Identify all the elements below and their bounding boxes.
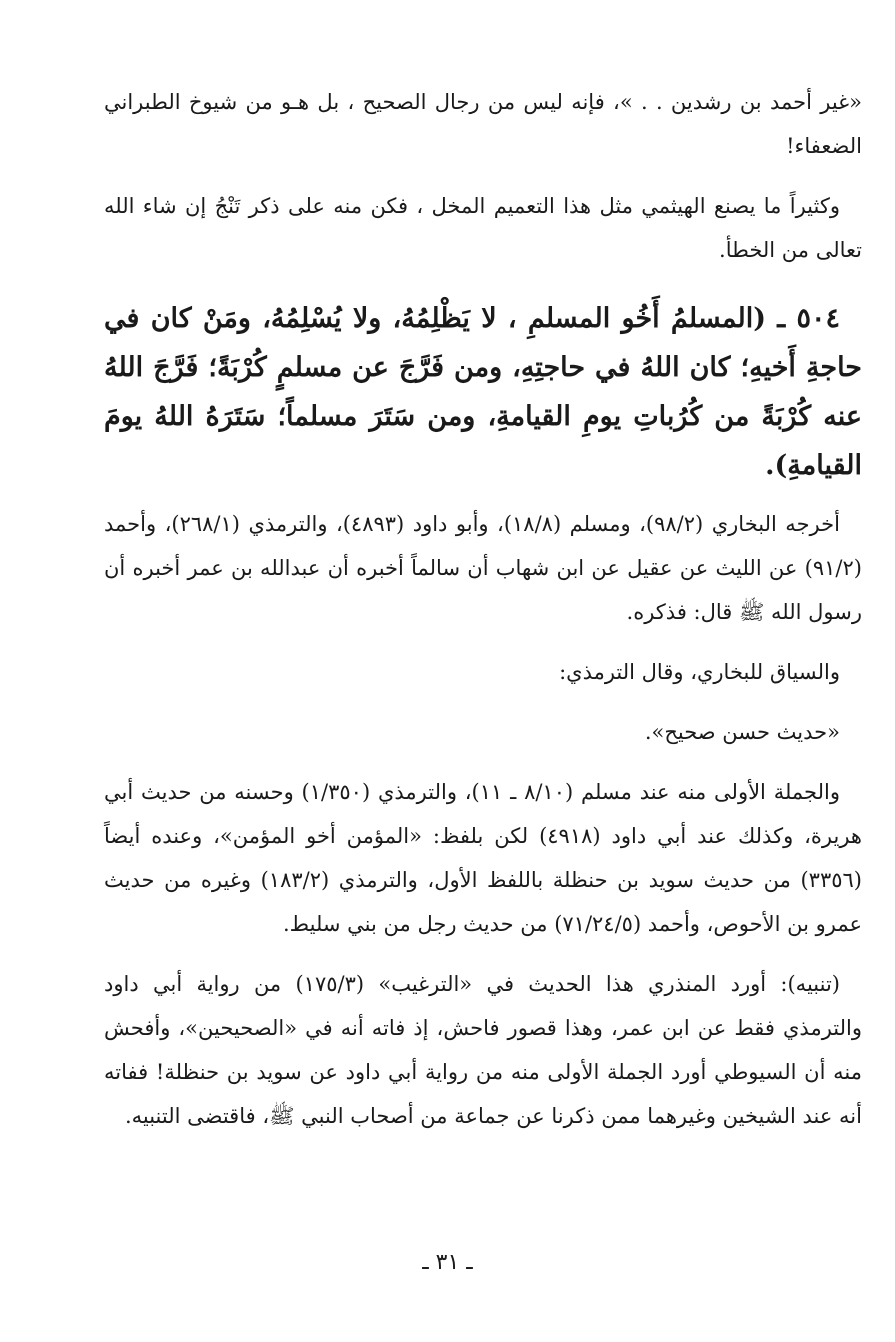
paragraph-context: والسياق للبخاري، وقال الترمذي:: [559, 660, 840, 684]
paragraph-tirmidhi-grade: «حديث حسن صحيح».: [644, 720, 840, 744]
page-number: ـ ٣١ ـ: [422, 1250, 473, 1275]
paragraph-takhrij: أخرجه البخاري (٩٨/٢)، ومسلم (١٨/٨)، وأبو داود (٤٨٩٣)، والترمذي (٢٦٨/١)، وأحمد (٩١/٢) عن الليث عن عقيل عن ابن شهاب أن سالماً أخبره أن عبدالله بن عمر أخبره أن رسول الله ﷺ قال: فذكره.: [104, 512, 862, 624]
paragraph-haythami-remark: وكثيراً ما يصنع الهيثمي مثل هذا التعميم المخل ، فكن منه على ذكر تَنْجُ إن شاء الله تعالى من الخطأ.: [104, 194, 862, 262]
hadith-text: ٥٠٤ ـ (المسلمُ أَخُو المسلمِ ، لا يَظْلِمُهُ، ولا يُسْلِمُهُ، ومَنْ كان في حاجةِ أَخيهِ؛ كان اللهُ في حاجتِهِ، ومن فَرَّجَ عن مسلمٍ كُرْبَةً؛ فَرَّجَ اللهُ عنه كُرْبَةً من كُرُباتِ يومِ القيامةِ، ومن سَتَرَ مسلماً؛ سَتَرَهُ اللهُ يومَ القيامةِ).: [104, 303, 863, 481]
paragraph-citation-end: «غير أحمد بن رشدين . . »، فإنه ليس من رجال الصحيح ، بل هـو من شيوخ الطبراني الضعفاء!: [104, 90, 862, 158]
paragraph-tanbih-note: (تنبيه): أورد المنذري هذا الحديث في «الترغيب» (١٧٥/٣) من رواية أبي داود والترمذي فقط عن ابن عمر، وهذا قصور فاحش، إذ فاته أنه في «الصحيحين»، وأفحش منه أن السيوطي أورد الجملة الأولى منه من رواية أبي داود عن سويد بن حنظلة! ففاته أنه عند الشيخين وغيرهما ممن ذكرنا عن جماعة من أصحاب النبي ﷺ، فاقتضى التنبيه.: [104, 972, 862, 1128]
page-body: [104, 80, 862, 1154]
paragraph-first-sentence: والجملة الأولى منه عند مسلم (٨/١٠ ـ ١١)، والترمذي (١/٣٥٠) وحسنه من حديث أبي هريرة، وكذلك عند أبي داود (٤٩١٨) لكن بلفظ: «المؤمن أخو المؤمن»، وعنده أيضاً (٣٣٥٦) من حديث سويد بن حنظلة باللفظ الأول، والترمذي (١٨٣/٢) وغيره من حديث عمرو بن الأحوص، وأحمد (٧١/٢٤/٥) من حديث رجل من بني سليط.: [104, 780, 862, 936]
